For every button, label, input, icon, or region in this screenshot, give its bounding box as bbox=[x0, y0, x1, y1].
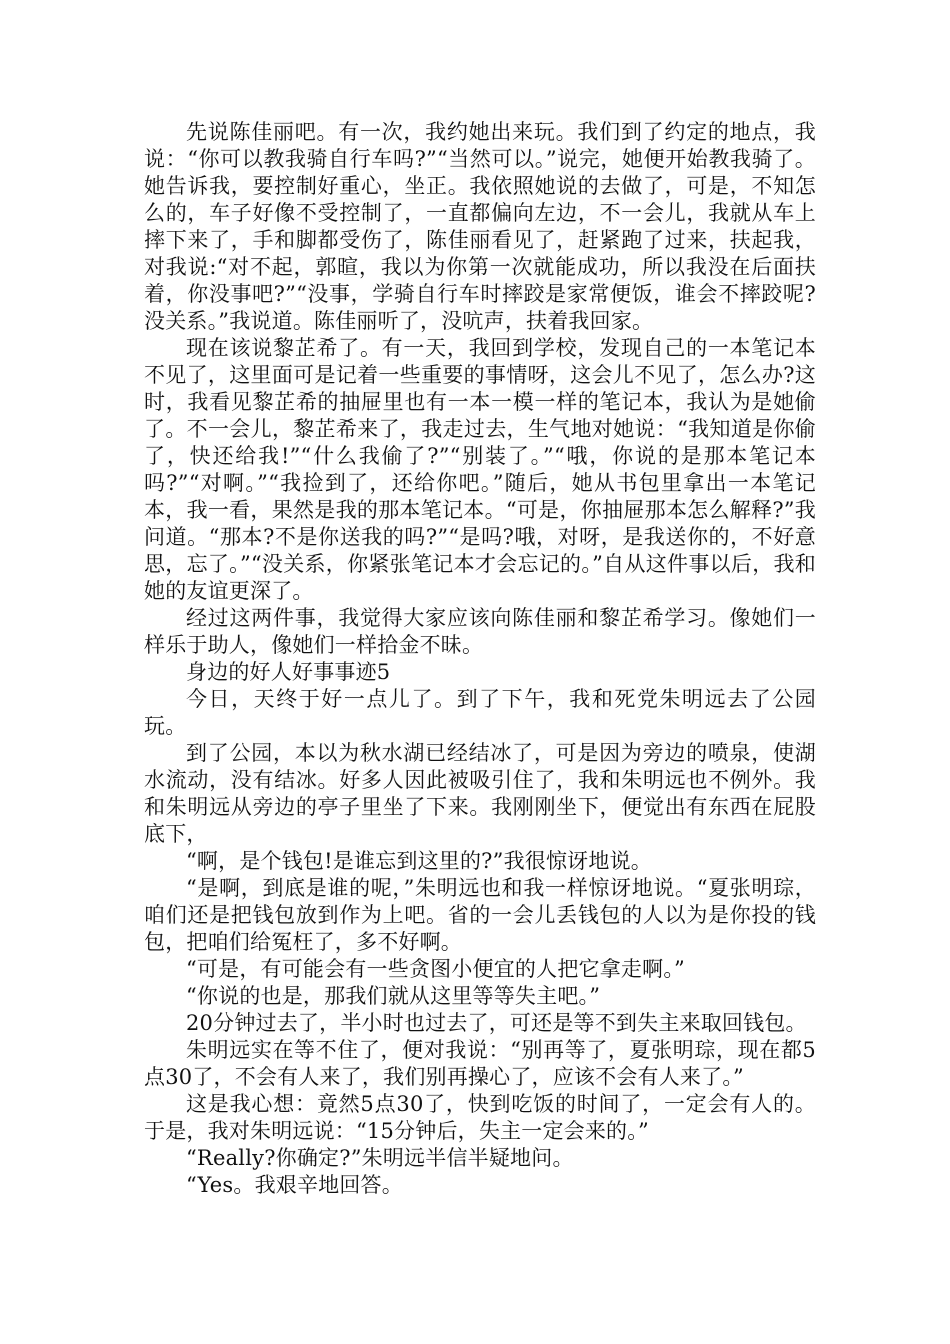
paragraph-park-intro: 今日，天终于好一点儿了。到了下午，我和死党朱明远去了公园玩。 bbox=[144, 687, 816, 738]
dialogue-line: “是啊，到底是谁的呢，”朱明远也和我一样惊讶地说。“夏张明琮，咱们还是把钱包放到作为上吧。省的一会儿丢钱包的人以为是你投的钱包，把咱们给冤枉了，多不好啊。 bbox=[144, 876, 816, 954]
paragraph-chen-jiali: 先说陈佳丽吧。有一次，我约她出来玩。我们到了约定的地点，我说：“你可以教我骑自行车吗?”“当然可以。”说完，她便开始教我骑了。她告诉我，要控制好重心，坐正。我依照她说的去做了，可是，不知怎么的，车子好像不受控制了，一直都偏向左边，不一会儿，我就从车上摔下来了，手和脚都受伤了，陈佳丽看见了，赶紧跑了过来，扶起我，对我说:“对不起，郭暄，我以为你第一次就能成功，所以我没在后面扶着，你没事吧?”“没事，学骑自行车时摔跤是家常便饭，谁会不摔跤呢?没关系。”我说道。陈佳丽听了，没吭声，扶着我回家。 bbox=[144, 120, 816, 333]
paragraph-conclusion: 经过这两件事，我觉得大家应该向陈佳丽和黎芷希学习。像她们一样乐于助人，像她们一样拾金不昧。 bbox=[144, 606, 816, 657]
dialogue-line: “你说的也是，那我们就从这里等等失主吧。” bbox=[186, 984, 601, 1008]
dialogue-line: “可是，有可能会有一些贪图小便宜的人把它拿走啊。” bbox=[186, 957, 685, 981]
paragraph-impatient: 朱明远实在等不住了，便对我说：“别再等了，夏张明琮，现在都5点30了，不会有人来了，我们别再操心了，应该不会有人来了。” bbox=[144, 1038, 816, 1089]
dialogue-line: “Really?你确定?”朱明远半信半疑地问。 bbox=[186, 1146, 574, 1170]
document-body bbox=[144, 119, 816, 1199]
paragraph-park-lake: 到了公园，本以为秋水湖已经结冰了，可是因为旁边的喷泉，使湖水流动，没有结冰。好多人因此被吸引住了，我和朱明远也不例外。我和朱明远从旁边的亭子里坐了下来。我刚刚坐下，便觉出有东西在屁股底下， bbox=[144, 741, 816, 846]
paragraph-waiting: 20分钟过去了，半小时也过去了，可还是等不到失主来取回钱包。 bbox=[186, 1011, 807, 1035]
section-heading: 身边的好人好事事迹5 bbox=[186, 660, 391, 684]
dialogue-line: “Yes。我艰辛地回答。 bbox=[186, 1173, 403, 1197]
paragraph-thought: 这是我心想：竟然5点30了，快到吃饭的时间了，一定会有人的。于是，我对朱明远说：“15分钟后，失主一定会来的。” bbox=[144, 1092, 816, 1143]
dialogue-line: “啊，是个钱包!是谁忘到这里的?”我很惊讶地说。 bbox=[186, 849, 652, 873]
paragraph-li-zhixi: 现在该说黎芷希了。有一天，我回到学校，发现自己的一本笔记本不见了，这里面可是记着一些重要的事情呀，这会儿不见了，怎么办?这时，我看见黎芷希的抽屉里也有一本一模一样的笔记本，我认为是她偷了。不一会儿，黎芷希来了，我走过去，生气地对她说：“我知道是你偷了，快还给我!”“什么我偷了?”“别装了。”“哦，你说的是那本笔记本吗?”“对啊。”“我捡到了，还给你吧。”随后，她从书包里拿出一本笔记本，我一看，果然是我的那本笔记本。“可是，你抽屉那本怎么解释?”我问道。“那本?不是你送我的吗?”“是吗?哦，对呀，是我送你的，不好意思，忘了。”“没关系，你紧张笔记本才会忘记的。”自从这件事以后，我和她的友谊更深了。 bbox=[144, 336, 816, 603]
